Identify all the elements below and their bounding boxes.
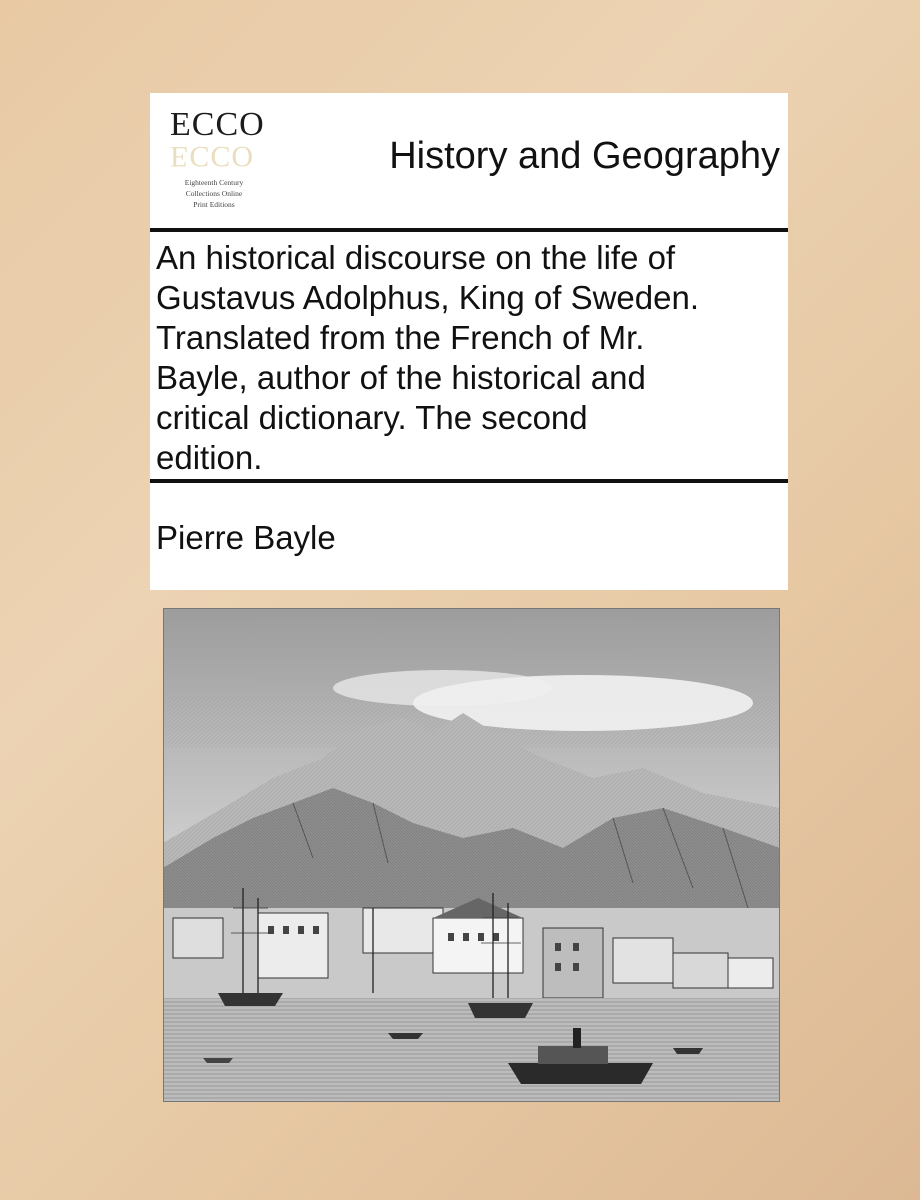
book-title-line: Bayle, author of the historical and [156,359,646,396]
divider-bottom [150,479,788,483]
cover-illustration [163,608,780,1102]
logo-wordmark [170,107,265,143]
book-title-line: Translated from the French of Mr. [156,319,645,356]
logo-subtitle-line: Collections Online [185,189,243,198]
logo-subtitle-line: Eighteenth Century [184,178,244,187]
book-title-line: An historical discourse on the life of [156,239,676,276]
logo-subtitle [164,177,264,210]
title-panel [150,93,788,590]
logo-subtitle-line: Print Editions [193,200,235,209]
book-title-line: Gustavus Adolphus, King of Sweden. [156,279,700,316]
book-title-line: edition. [156,439,263,476]
author-name: Pierre Bayle [156,519,336,556]
ecco-logo [164,107,264,227]
harbor-engraving-image [163,608,780,1102]
series-title: History and Geography [389,135,780,177]
divider-top [150,228,788,232]
logo-wordmark-text: ECCO [170,106,265,143]
book-title [156,238,782,478]
book-title-line: critical dictionary. The second [156,399,588,436]
logo-wordmark-reflection: ECCO [170,140,255,173]
